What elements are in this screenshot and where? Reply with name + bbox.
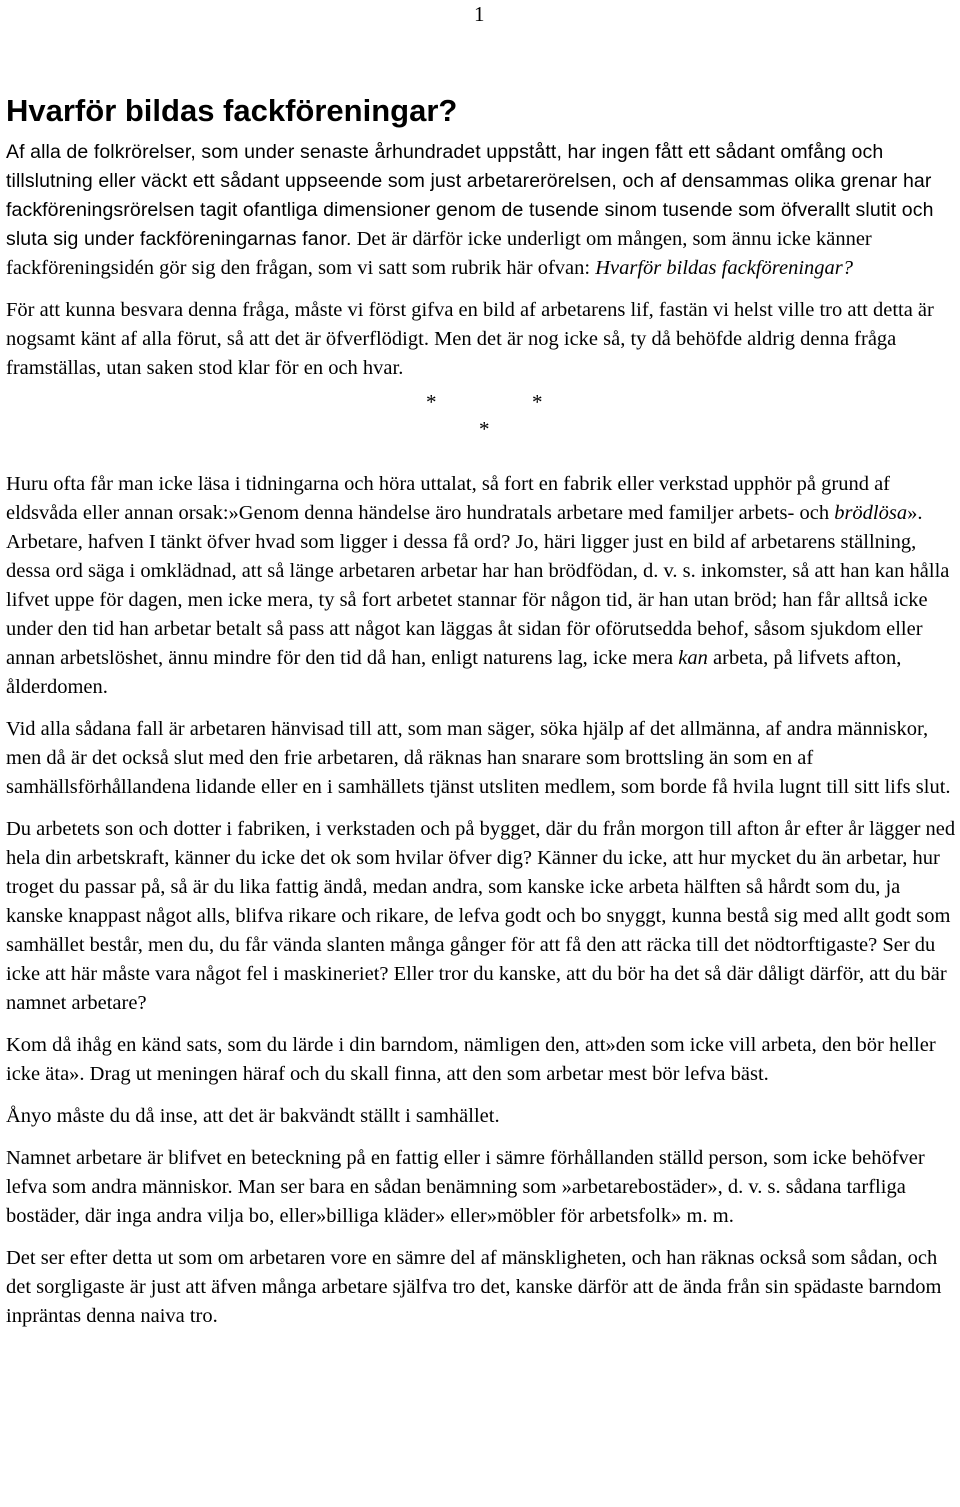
paragraph-3-italic-brodlosa: brödlösa <box>834 502 908 524</box>
separator-asterisk: * <box>426 390 437 414</box>
paragraph-3-text-c: ». Arbetare, hafven I tänkt öfver hvad som ligger i dessa få ord? Jo, häri ligger just en bild af arbetarens ställning, dessa ord säga i omklädnad, att så länge arbetaren arbetar har han brödfödan, d. v. s. inkomster, så att han kan hålla lifvet uppe för dagen, men icke mera, ty så fort arbetet stannar för någon tid, är han utan bröd; han får alltså icke under den tid han arbetar betalt så pass att något kan läggas åt sidan för oförutsedda behof, såsom sjukdom eller annan arbetslöshet, ännu mindre för den tid då han, enligt naturens lag, icke mera <box>6 502 950 669</box>
paragraph-4: Vid alla sådana fall är arbetaren hänvisad till att, som man säger, söka hjälp af det allmänna, af andra människor, men då är det också slut med den frie arbetaren, då räknas han snarare som brottsling än som en af samhällsförhållandena lidande eller en i samhällets tjänst utsliten medlem, som borde få hvila lugnt till sitt lifs slut. <box>6 718 951 798</box>
separator-asterisk: * <box>479 417 490 441</box>
paragraph-8: Namnet arbetare är blifvet en beteckning på en fattig eller i sämre förhållanden ställd person, som icke behöfver lefva som andra människor. Man ser bara en sådan benämning som »arbetarebostäder», d. v. s. sådana tarfliga bostäder, där inga andra vilja bo, eller»billiga kläder» eller»möbler för arbetsfolk» m. m. <box>6 1147 925 1227</box>
paragraph-9: Det ser efter detta ut som om arbetaren vore en sämre del af mänskligheten, och han räknas också som sådan, och det sorgligaste är just att äfven många arbetare själfva tro det, kanske därför att de ända från sin spädaste barndom inpräntas denna naiva tro. <box>6 1247 942 1327</box>
paragraph-5: Du arbetets son och dotter i fabriken, i verkstaden och på bygget, där du från morgon till afton år efter år lägger ned hela din arbetskraft, känner du icke det ok som hvilar öfver dig? Känner du icke, att hur mycket du än arbetar, hur troget du passar på, så är du lika fattig ändå, medan andra, som kanske icke arbeta hälften så hårdt som du, ja kanske knappast något alls, blifva rikare och rikare, de lefva godt och bo snyggt, kunna bestå sig med allt godt som samhället består, men du, du får vända slanten många gånger för att få den att räcka till det nödtorftigaste? Ser du icke att här måste vara något fel i maskineriet? Eller tror du kanske, att du bör ha det så där dåligt därför, att du bär namnet arbetare? <box>6 818 956 1014</box>
separator-asterisk: * <box>532 390 543 414</box>
intro-text: Det är därför icke underligt om mången, som ännu icke känner fackföreningsidén gör sig den frågan, som vi satt som rubrik här ofvan: <box>6 228 872 279</box>
section-separator <box>6 388 958 460</box>
paragraph-7: Ånyo måste du då inse, att det är bakvändt ställt i samhället. <box>6 1105 500 1127</box>
paragraph-6: Kom då ihåg en känd sats, som du lärde i din barndom, nämligen den, att»den som icke vill arbeta, den bör heller icke äta». Drag ut meningen häraf och du skall finna, att den som arbetar mest bör lefva bäst. <box>6 1034 936 1085</box>
intro-question: Hvarför bildas fackföreningar? <box>595 257 853 279</box>
paragraph-3-text-e: arbeta, på lifvets afton, ålderdomen. <box>6 647 902 698</box>
paragraph-2: För att kunna besvara denna fråga, måste vi först gifva en bild af arbetarens lif, fastän vi helst ville tro att detta är nogsamt känt af alla förut, så att det är öfverflödigt. Men det är nog icke så, ty då behöfde aldrig denna fråga framställas, utan saken stod klar för en och hvar. <box>6 299 934 379</box>
intro-paragraph <box>6 138 958 283</box>
document-title: Hvarför bildas fackföreningar? <box>6 93 458 128</box>
page-number: 1 <box>474 2 485 26</box>
paragraph-3-italic-kan: kan <box>678 647 708 669</box>
paragraph-3 <box>6 470 958 702</box>
document-body <box>6 138 958 1344</box>
intro-sans-text: Af alla de folkrörelser, som under senaste århundradet uppstått, har ingen fått ett sådant omfång och tillslutning eller väckt ett sådant uppseende som just arbetarerörelsen, och af densammas olika grenar har fackföreningsrörelsen tagit ofantliga dimensioner genom de tusende sinom tusende som öfverallt slutit och sluta sig under fackföreningarnas fanor. <box>6 141 934 250</box>
paragraph-3-text-a: Huru ofta får man icke läsa i tidningarna och höra uttalat, så fort en fabrik eller verkstad upphör på grund af eldsvåda eller annan orsak:»Genom denna händelse äro hundratals arbetare med familjer arbets- och <box>6 473 891 524</box>
